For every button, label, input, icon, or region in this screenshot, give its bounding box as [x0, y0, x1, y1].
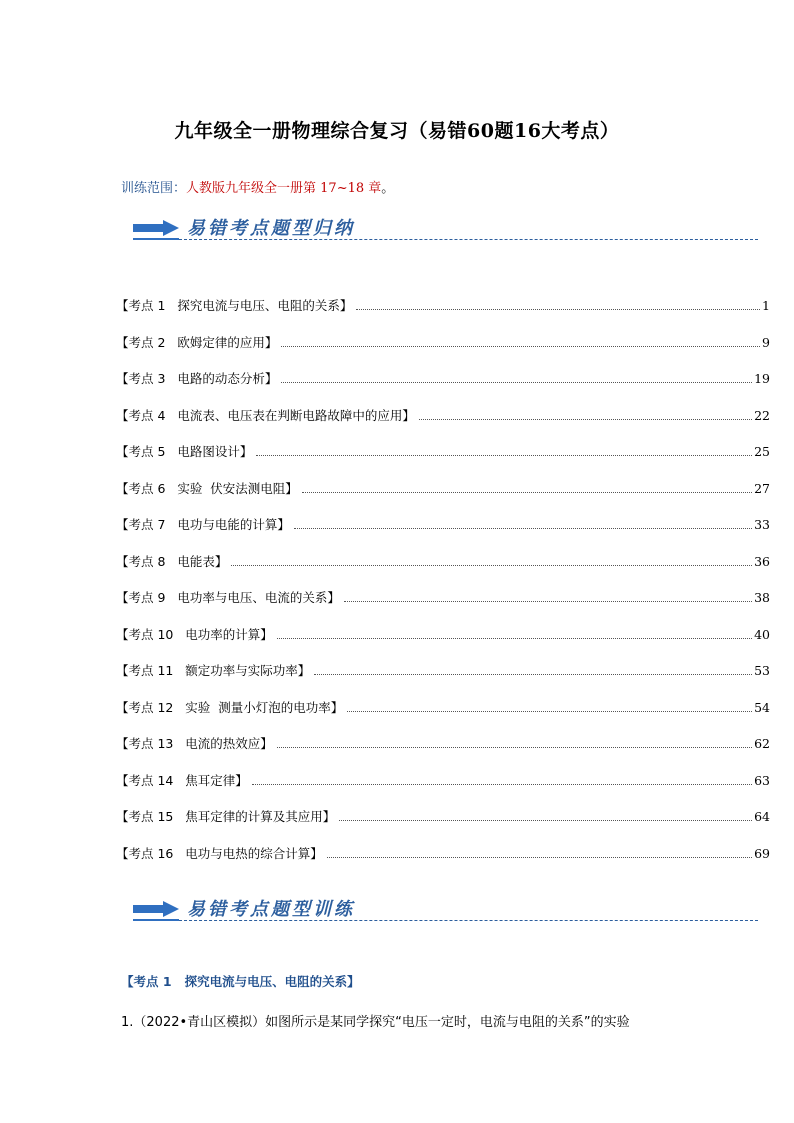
- banner-underline: [133, 238, 179, 240]
- question-1: 1.（2022•青山区模拟）如图所示是某同学探究“电压一定时，电流与电阻的关系”的实验: [121, 1015, 630, 1030]
- toc-entry[interactable]: [116, 588, 770, 625]
- toc-entry-text: 【考点 14 焦耳定律】: [116, 772, 248, 788]
- toc-page-number: 54: [754, 699, 770, 715]
- toc-entry-text: 【考点 4 电流表、电压表在判断电路故障中的应用】: [116, 407, 415, 423]
- section-heading: 【考点 1 探究电流与电压、电阻的关系】: [121, 974, 360, 989]
- toc-entry[interactable]: [116, 333, 770, 370]
- banner-dashed-rule: [179, 239, 758, 240]
- toc-leader: [277, 747, 752, 748]
- toc-page-number: 33: [754, 517, 770, 532]
- toc-entry[interactable]: [116, 771, 770, 808]
- banner-dashed-rule: [179, 920, 758, 921]
- toc-leader: [281, 346, 760, 347]
- toc-leader: [314, 674, 752, 675]
- toc-entry-text: 【考点 11 额定功率与实际功率】: [116, 663, 311, 678]
- table-of-contents: [116, 296, 770, 880]
- scope-end: 。: [381, 181, 395, 196]
- toc-entry-text: 【考点 9 电功率与电压、电流的关系】: [116, 590, 340, 605]
- toc-entry[interactable]: [116, 552, 770, 589]
- scope-label: 训练范围：: [121, 181, 187, 196]
- toc-entry[interactable]: [116, 296, 770, 333]
- toc-entry[interactable]: [116, 661, 770, 698]
- toc-entry[interactable]: [116, 734, 770, 771]
- toc-entry-text: 【考点 10 电功率的计算】: [116, 626, 273, 642]
- toc-page-number: 1: [762, 298, 770, 313]
- toc-entry[interactable]: [116, 844, 770, 881]
- toc-page-number: 62: [754, 736, 770, 751]
- toc-leader: [231, 565, 752, 566]
- toc-page-number: 69: [754, 845, 770, 861]
- banner-training-text: 易错考点题型训练: [187, 899, 355, 920]
- toc-leader: [294, 528, 752, 529]
- banner-underline: [133, 919, 179, 921]
- toc-leader: [419, 419, 752, 420]
- right-arrow-icon: [133, 220, 179, 236]
- toc-entry-text: 【考点 15 焦耳定律的计算及其应用】: [116, 809, 336, 824]
- toc-entry[interactable]: [116, 369, 770, 406]
- toc-entry-text: 【考点 5 电路图设计】: [116, 444, 253, 459]
- training-scope: [121, 177, 394, 196]
- toc-entry[interactable]: [116, 515, 770, 552]
- toc-entry-text: 【考点 1 探究电流与电压、电阻的关系】: [116, 298, 353, 313]
- toc-entry-text: 【考点 3 电路的动态分析】: [116, 371, 278, 386]
- toc-entry[interactable]: [116, 479, 770, 516]
- toc-entry[interactable]: [116, 625, 770, 662]
- section-banner-training: [121, 893, 758, 925]
- toc-entry[interactable]: [116, 698, 770, 735]
- toc-leader: [344, 601, 752, 602]
- toc-leader: [327, 857, 752, 858]
- toc-leader: [277, 638, 752, 639]
- toc-page-number: 22: [754, 407, 770, 423]
- toc-page-number: 25: [754, 444, 770, 459]
- toc-entry[interactable]: [116, 807, 770, 844]
- toc-entry-text: 【考点 13 电流的热效应】: [116, 736, 273, 751]
- toc-page-number: 64: [754, 809, 770, 824]
- toc-entry[interactable]: [116, 442, 770, 479]
- toc-page-number: 63: [754, 772, 770, 788]
- toc-page-number: 9: [762, 334, 770, 350]
- toc-entry-text: 【考点 6 实验 伏安法测电阻】: [116, 480, 298, 496]
- toc-page-number: 36: [754, 553, 770, 569]
- banner-summary-text: 易错考点题型归纳: [187, 218, 355, 239]
- toc-leader: [256, 455, 752, 456]
- scope-value: 人教版九年级全一册第 17~18 章: [186, 181, 382, 196]
- toc-page-number: 38: [754, 590, 770, 605]
- toc-leader: [302, 492, 752, 493]
- toc-leader: [281, 382, 752, 383]
- toc-leader: [252, 784, 752, 785]
- toc-page-number: 19: [754, 371, 770, 386]
- toc-leader: [356, 309, 760, 310]
- toc-page-number: 53: [754, 663, 770, 678]
- toc-entry-text: 【考点 7 电功与电能的计算】: [116, 517, 290, 532]
- toc-page-number: 27: [754, 480, 770, 496]
- toc-entry-text: 【考点 2 欧姆定律的应用】: [116, 334, 278, 350]
- toc-entry-text: 【考点 16 电功与电热的综合计算】: [116, 845, 323, 861]
- toc-page-number: 40: [754, 626, 770, 642]
- toc-entry-text: 【考点 12 实验 测量小灯泡的电功率】: [116, 699, 344, 715]
- right-arrow-icon: [133, 901, 179, 917]
- toc-leader: [347, 711, 752, 712]
- toc-leader: [339, 820, 752, 821]
- page-title: 九年级全一册物理综合复习（易错60题16大考点）: [174, 120, 620, 142]
- toc-entry[interactable]: [116, 406, 770, 443]
- section-banner-summary: [121, 212, 758, 244]
- toc-entry-text: 【考点 8 电能表】: [116, 553, 228, 569]
